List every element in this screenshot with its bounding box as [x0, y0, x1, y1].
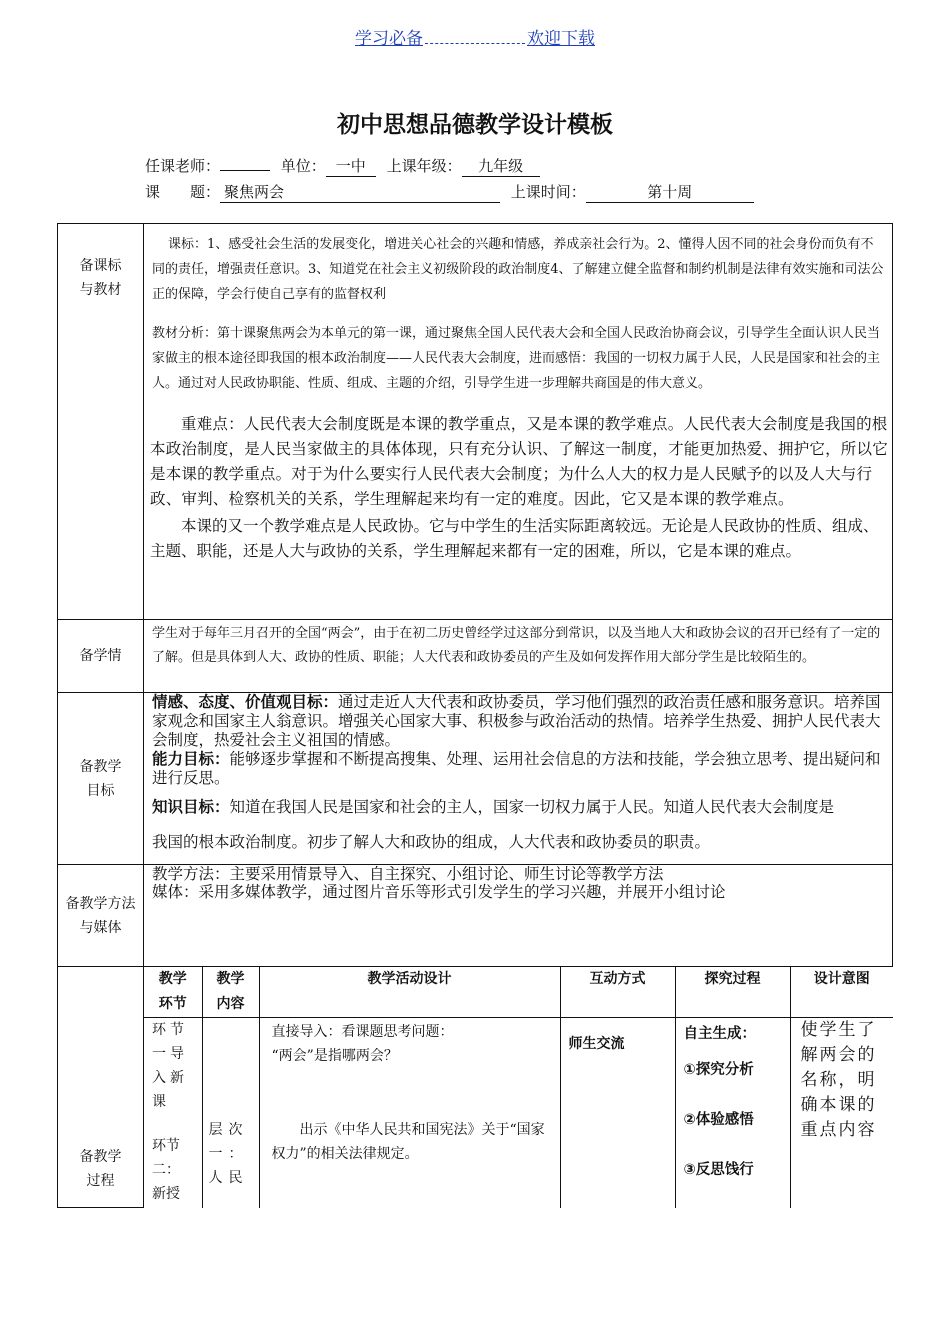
- row-process: [58, 967, 893, 1208]
- meta-row-2: [145, 181, 754, 203]
- header-left-text: 学习必备: [355, 29, 423, 49]
- row-goals: [58, 693, 893, 865]
- knowledge-goal: [144, 788, 892, 817]
- meta-row-1: [145, 155, 540, 177]
- grade-value: 九年级: [462, 155, 540, 177]
- method-text: 教学方法：主要采用情景导入、自主探究、小组讨论、师生讨论等教学方法: [152, 865, 664, 883]
- header-interaction: 互动方式: [560, 967, 675, 1018]
- content-cell: [202, 1018, 259, 1208]
- label-students: 备学情: [58, 620, 144, 693]
- explore-cell: [675, 1018, 790, 1208]
- ability-goal-title: 能力目标：: [152, 750, 230, 768]
- media-text: 媒体：采用多媒体教学，通过图片音乐等形式引发学生的学习兴趣，并展开小组讨论: [152, 883, 726, 901]
- row-methods: [58, 865, 893, 967]
- header-dashed-gap: [425, 43, 525, 44]
- content-students: [144, 620, 893, 693]
- activity-line-2: “两会”是指哪两会？: [271, 1048, 398, 1064]
- interaction-cell: 师生交流: [560, 1018, 675, 1208]
- topic-label: 课 题：: [145, 183, 221, 201]
- stage-cell: [144, 1018, 202, 1208]
- activity-cell: [259, 1018, 560, 1208]
- key-points-text: 重难点：人民代表大会制度既是本课的教学重点，又是本课的教学难点。人民代表大会制度是我国的根本政治制度，是人民当家做主的具体体现，只有充分认识、了解这一制度，才能更加热爱、拥护它，所以它是本课的教学重点。对于为什么要实行人民代表大会制度；为什么人大的权力是人民赋予的以及人大与行政、审判、检察机关的关系，学生理解起来均有一定的难度。因此，它又是本课的教学难点。: [150, 415, 888, 508]
- intent-cell: 使学生了解两会的名称，明确本课的重点内容: [790, 1018, 893, 1208]
- teacher-value: [220, 170, 270, 171]
- grade-label: 上课年级：: [386, 157, 462, 175]
- explore-step-1: ①探究分析: [683, 1062, 754, 1078]
- ability-goal: [144, 750, 892, 788]
- header-explore: 探究过程: [675, 967, 790, 1018]
- label-standards: 备课标与教材: [58, 224, 144, 620]
- label-methods: 备教学方法与媒体: [58, 865, 144, 967]
- document-title: 初中思想品德教学设计模板: [337, 111, 613, 138]
- knowledge-goal-text-1: 知道在我国人民是国家和社会的主人，国家一切权力属于人民。知道人民代表大会制度是: [229, 798, 835, 816]
- explore-step-3: ③反思饯行: [683, 1162, 754, 1178]
- difficulty-text: 本课的又一个教学难点是人民政协。它与中学生的生活实际距离较远。无论是人民政协的性质、组成、主题、职能，还是人大与政协的关系，学生理解起来都有一定的困难，所以，它是本课的难点。: [150, 517, 879, 560]
- time-value: 第十周: [586, 181, 754, 203]
- header-activity: 教学活动设计: [259, 967, 560, 1018]
- process-header-row: [144, 967, 893, 1018]
- ability-goal-text: 能够逐步掌握和不断提高搜集、处理、运用社会信息的方法和技能，学会独立思考、提出疑问和进行反思。: [152, 750, 881, 787]
- header-content: 教学内容: [202, 967, 259, 1018]
- knowledge-goal-title: 知识目标：: [152, 798, 230, 816]
- unit-label: 单位：: [280, 157, 326, 175]
- row-students: [58, 620, 893, 693]
- emotion-goal-title: 情感、态度、价值观目标：: [152, 693, 339, 711]
- process-table: [144, 967, 893, 1208]
- unit-value: 一中: [326, 155, 376, 177]
- header-stage: 教学环节: [144, 967, 202, 1018]
- header-right-text: 欢迎下载: [527, 29, 595, 49]
- content-goals: [144, 693, 893, 865]
- knowledge-goal-text-2: 我国的根本政治制度。初步了解人大和政协的组成，人大代表和政协委员的职责。: [152, 833, 711, 851]
- row-standards: [58, 224, 893, 620]
- lesson-plan-table: [57, 223, 893, 1208]
- course-standard-text: 课标：1、感受社会生活的发展变化，增进关心社会的兴趣和情感，养成亲社会行为。2、懂得人因不同的社会身份而负有不同的责任，增强责任意识。3、知道党在社会主义初级阶段的政治制度4、了解建立健全监督和制约机制是法律有效实施和司法公正的保障，学会行使自己享有的监督权利: [152, 237, 884, 302]
- process-body-row: [144, 1018, 893, 1208]
- stage-1: 环节一导入新课: [152, 1022, 188, 1110]
- textbook-analysis-text: 教材分析：第十课聚焦两会为本单元的第一课，通过聚焦全国人民代表大会和全国人民政治协商会议，引导学生全面认识人民当家做主的根本途径即我国的根本政治制度——人民代表大会制度，进而感悟：我国的一切权力属于人民，人民是国家和社会的主人。通过对人民政协职能、性质、组成、主题的介绍，引导学生进一步理解共商国是的伟大意义。: [152, 326, 881, 391]
- page-header: [0, 24, 950, 49]
- content-process: [144, 967, 893, 1208]
- emotion-goal: [144, 693, 892, 750]
- topic-value: 聚焦两会: [220, 181, 500, 203]
- label-goals: 备教学目标: [58, 693, 144, 865]
- teacher-label: 任课老师：: [145, 157, 221, 175]
- label-process: 备教学过程: [58, 967, 144, 1208]
- stage-2: 环节二：新授: [152, 1138, 180, 1202]
- header-intent: 设计意图: [790, 967, 893, 1018]
- explore-step-2: ②体验感悟: [683, 1112, 754, 1128]
- content-standards: [144, 224, 893, 620]
- students-text: 学生对于每年三月召开的全国“两会”，由于在初二历史曾经学过这部分到常识，以及当地人大和政协会议的召开已经有了一定的了解。但是具体到人大、政协的性质、职能；人大代表和政协委员的产生及如何发挥作用大部分学生是比较陌生的。: [152, 626, 881, 665]
- content-methods: [144, 865, 893, 967]
- activity-line-3: 出示《中华人民共和国宪法》关于“国家权力”的相关法律规定。: [271, 1122, 545, 1162]
- content-level: 层次一：人民: [208, 1122, 249, 1186]
- emotion-goal-text: 通过走近人大代表和政协委员，学习他们强烈的政治责任感和服务意识。培养国家观念和国家主人翁意识。增强关心国家大事、积极参与政治活动的热情。培养学生热爱、拥护人民代表大会制度，热爱社会主义祖国的情感。: [152, 693, 881, 749]
- time-label: 上课时间：: [510, 183, 586, 201]
- activity-line-1: 直接导入：看课题思考问题：: [271, 1024, 454, 1040]
- explore-title: 自主生成：: [683, 1026, 756, 1042]
